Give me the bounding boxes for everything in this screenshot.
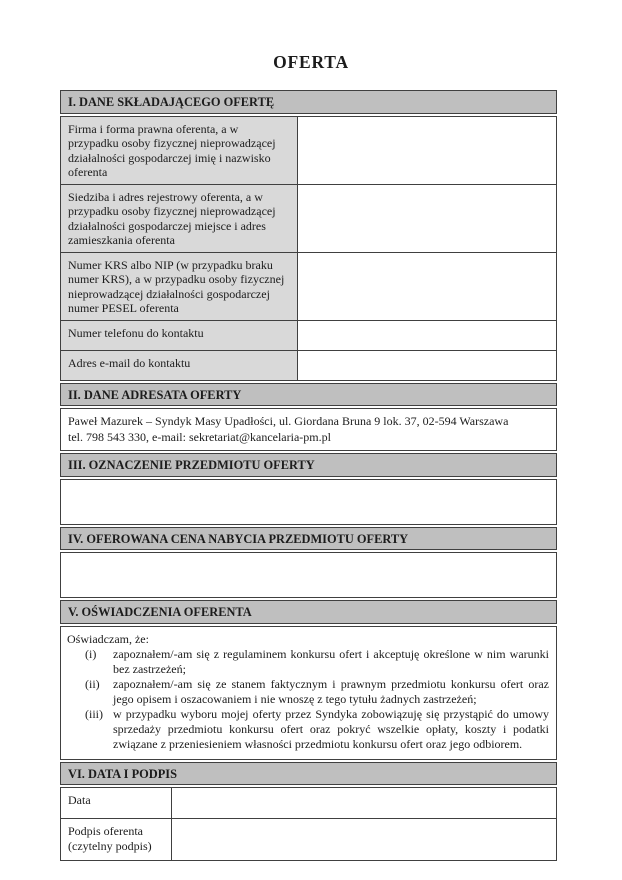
table-row xyxy=(60,116,557,185)
field-label-phone: Numer telefonu do kontaktu xyxy=(61,321,298,350)
addressee-details xyxy=(60,408,557,451)
field-label-registered-address: Siedziba i adres rejestrowy oferenta, a w przypadku osoby fizycznej nieprowadzącej działalności gospodarczej miejsce i adres zamieszkania oferenta xyxy=(61,185,298,252)
field-input-date[interactable] xyxy=(172,788,556,818)
section-header-bidder-data: I. DANE SKŁADAJĄCEGO OFERTĘ xyxy=(60,90,557,114)
field-input-company-name[interactable] xyxy=(298,117,556,184)
section-header-date-signature: VI. DATA I PODPIS xyxy=(60,762,557,786)
declaration-item xyxy=(67,707,549,752)
addressee-line-1: Paweł Mazurek – Syndyk Masy Upadłości, ul. Giordana Bruna 9 lok. 37, 02-594 Warszawa xyxy=(68,414,509,428)
field-input-registered-address[interactable] xyxy=(298,185,556,252)
declaration-item xyxy=(67,647,549,677)
section-header-declarations: V. OŚWIADCZENIA OFERENTA xyxy=(60,600,557,624)
field-input-email[interactable] xyxy=(298,351,556,380)
document-title: OFERTA xyxy=(273,52,349,72)
field-input-phone[interactable] xyxy=(298,321,556,350)
addressee-line-2: tel. 798 543 330, e-mail: sekretariat@kancelaria-pm.pl xyxy=(68,429,331,444)
list-marker: (i) xyxy=(85,646,97,661)
declaration-item xyxy=(67,677,549,707)
list-marker: (ii) xyxy=(85,676,100,691)
offer-form xyxy=(60,90,557,861)
field-label-krs-nip-pesel: Numer KRS albo NIP (w przypadku braku numer KRS), a w przypadku osoby fizycznej nieprowadzącej działalności gospodarczej numer PESEL oferenta xyxy=(61,253,298,320)
section-header-offered-price: IV. OFEROWANA CENA NABYCIA PRZEDMIOTU OFERTY xyxy=(60,527,557,551)
declaration-text: zapoznałem/-am się z regulaminem konkursu ofert i akceptuję określone w nim warunki bez zastrzeżeń; xyxy=(113,646,549,676)
table-row xyxy=(60,818,557,861)
table-row xyxy=(60,787,557,819)
section-header-subject-of-offer: III. OZNACZENIE PRZEDMIOTU OFERTY xyxy=(60,453,557,477)
offered-price-input[interactable] xyxy=(60,552,557,598)
section-header-addressee-data: II. DANE ADRESATA OFERTY xyxy=(60,383,557,407)
table-row xyxy=(60,252,557,321)
table-row xyxy=(60,184,557,253)
field-input-krs-nip-pesel[interactable] xyxy=(298,253,556,320)
field-label-company-name: Firma i forma prawna oferenta, a w przypadku osoby fizycznej nieprowadzącej działalności gospodarczej imię i nazwisko oferenta xyxy=(61,117,298,184)
declaration-text: zapoznałem/-am się ze stanem faktycznym i prawnym przedmiotu konkursu ofert oraz jego opisem i oszacowaniem i nie wnoszę z tego tytułu żadnych zastrzeżeń; xyxy=(113,676,549,706)
declaration-text: w przypadku wyboru mojej oferty przez Syndyka zobowiązuję się przystąpić do umowy sprzedaży przedmiotu konkursu ofert oraz pokryć wszelkie opłaty, koszty i podatki związane z przeniesieniem własności przedmiotu konkursu ofert oraz jego odbiorem. xyxy=(113,706,549,751)
field-label-email: Adres e-mail do kontaktu xyxy=(61,351,298,380)
field-label-signature: Podpis oferenta (czytelny podpis) xyxy=(61,819,172,860)
list-marker: (iii) xyxy=(85,706,103,721)
field-input-signature[interactable] xyxy=(172,819,556,860)
table-row xyxy=(60,320,557,351)
declarations-box xyxy=(60,626,557,760)
declarations-intro: Oświadczam, że: xyxy=(67,631,149,646)
field-label-date: Data xyxy=(61,788,172,818)
subject-of-offer-input[interactable] xyxy=(60,479,557,525)
table-row xyxy=(60,350,557,381)
